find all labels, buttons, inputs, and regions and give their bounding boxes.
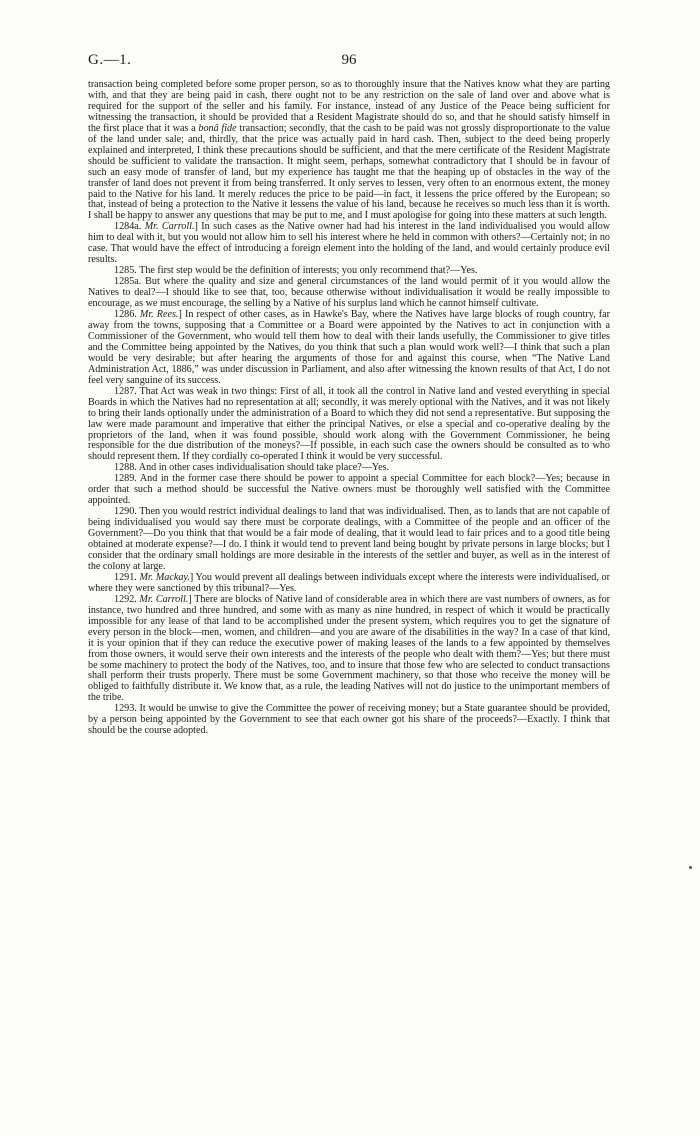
paragraph-continuation: transaction being completed before some proper person, so as to thoroughly insure that the Natives know what they are parting with, and that they are being paid in cash, there ought not to be any restriction on the sale of land over and above what is required for the support of the seller and his family. For instance, instead of any Justice of the Peace being sufficient for witnessing the transaction, it should be provided that a Resident Magistrate should do so, and that he should satisfy himself in the first place that it was a bonâ fide transaction; secondly, that the cash to be paid was not grossly disproportionate to the value of the land under sale; and, thirdly, that the price was actually paid in hard cash. Then, subject to the deed being properly explained and interpreted, I think these precautions should be sufficient, and that the mere certificate of the Resident Magistrate should be sufficient to validate the transaction. It might seem, perhaps, somewhat contradictory that I should be in favour of such an easy mode of transfer of land, but my experience has taught me that the heaping up of obstacles in the way of the transfer of land does not prevent it from being transferred. It only serves to lessen, very often to an enormous extent, the money paid to the Native for his land. It merely reduces the price to be paid—in fact, it lessens the price offered by the European; so that, instead of being a protection to the Native it lessens the value of his land, because he receives so much less than it is worth. I shall be happy to answer any questions that may be put to me, and I must apologise for going into these matters at such length. [88,79,611,222]
body-text [88,80,610,737]
question-1286: 1286. Mr. Rees.] In respect of other cases, as in Hawke's Bay, where the Natives have large blocks of rough country, far away from the towns, supposing that a Committee or a Board were appointed by the Natives to act in conjunction with a Commissioner of the Government, who would tell them how to deal with their lands usefully, the Commissioner to give titles and the Committee being appointed by the Natives, do you think that such a plan would work well?—I think that such a plan would be very desirable; but after hearing the arguments of those for and against this course, when “The Native Land Administration Act, 1886,” was under discussion in Parliament, and also after witnessing the known results of that Act, I do not feel very sanguine of its success. [88,309,610,386]
question-1284a: 1284a. Mr. Carroll.] In such cases as the Native owner had had his interest in the land individualised you would allow him to deal with it, but you would not allow him to sell his interest where he held in common with others?—Certainly not; in no case. That would have the effect of introducing a foreign element into the holding of the land, and would certainly produce evil results. [88,221,611,266]
question-1285a: 1285a. But where the quality and size and general circumstances of the land would permit of it you would allow the Natives to deal?—I should like to see that, too, because otherwise without individualisation it would be really impossible to encourage, as we must encourage, the selling by a Native of his surplus land which he cannot himself cultivate. [88,276,610,310]
question-1288: 1288. And in other cases individualisation should take place?—Yes. [114,462,390,474]
question-1285: 1285. The first step would be the definition of interests; you only recommend that?—Yes. [114,265,478,277]
margin-dot [689,866,692,869]
question-1290: 1290. Then you would restrict individual dealings to land that was individualised. Then, as to lands that are not capable of being individualised you would say there must be corporate dealings, with a Committee of the people and an officer of the Government?—Do you think that that would be a fair mode of dealing, that it would lead to fair prices and to a good title being obtained at moderate expense?—I do. I think it would tend to prevent land being bought by private persons in large blocks; but I consider that the ordinary small holdings are more desirable in the interests of the settler and buyer, as well as in the interest of the colony at large. [88,506,610,572]
question-1293: 1293. It would be unwise to give the Committee the power of receiving money; but a State guarantee should be provided, by a person being appointed by the Government to see that each owner got his share of the proceeds?—Exactly. I think that should be the course adopted. [88,703,610,737]
page-number: 96 [341,52,357,68]
question-1292: 1292. Mr. Carroll.] There are blocks of Native land of considerable area in which there are vast numbers of owners, as for instance, two hundred and three hundred, and some with as many as nine hundred, in respect of which it would be practically impossible for any lease of that land to be accomplished under the present system, which requires you to get the signature of every person in the block—men, women, and children—and you are aware of the disabilities in the way? In a case of that kind, it is your opinion that if they can reduce the executive power of making leases of the lands to a few appointed by themselves from those owners, it would serve their own interests and the interests of the people who dealt with them?—Yes; but there must be some machinery to protect the body of the Natives, too, and to insure that those few who are selected to conduct transactions shall perform their trusts properly. There must be some Government machinery, so that those who receive the money will be obliged to faithfully distribute it. We know that, as a rule, the leading Natives will not do justice to the unimportant members of the tribe. [88,593,611,704]
document-id: G.—1. [88,52,132,68]
question-1289: 1289. And in the former case there should be power to appoint a special Committee for each block?—Yes; because in order that such a method should be successful the Native owners must be thoroughly well satisfied with the Committee appointed. [88,473,610,507]
question-1287: 1287. That Act was weak in two things: First of all, it took all the control in Native land and vested everything in special Boards in which the Natives had no representation at all; secondly, it was merely optional with the Natives, and it was not likely to bring their lands optionally under the administration of a Board to which they did not send a representative. But supposing the law were made paramount and imperative that either the principal Natives, or else a special and co-operative dealing by the proprietors of the land, when it was found possible, should work along with the Government Commissioner, he being responsible for the due distribution of the moneys?—If possible, in each such case the owners should be consulted as to who should represent them. If they cordially co-operated I think it would be very successful. [88,385,610,463]
question-1291: 1291. Mr. Mackay.] You would prevent all dealings between individuals except where the interests were individualised, or where they were sanctioned by this tribunal?—Yes. [88,571,610,594]
page-header [88,52,610,74]
